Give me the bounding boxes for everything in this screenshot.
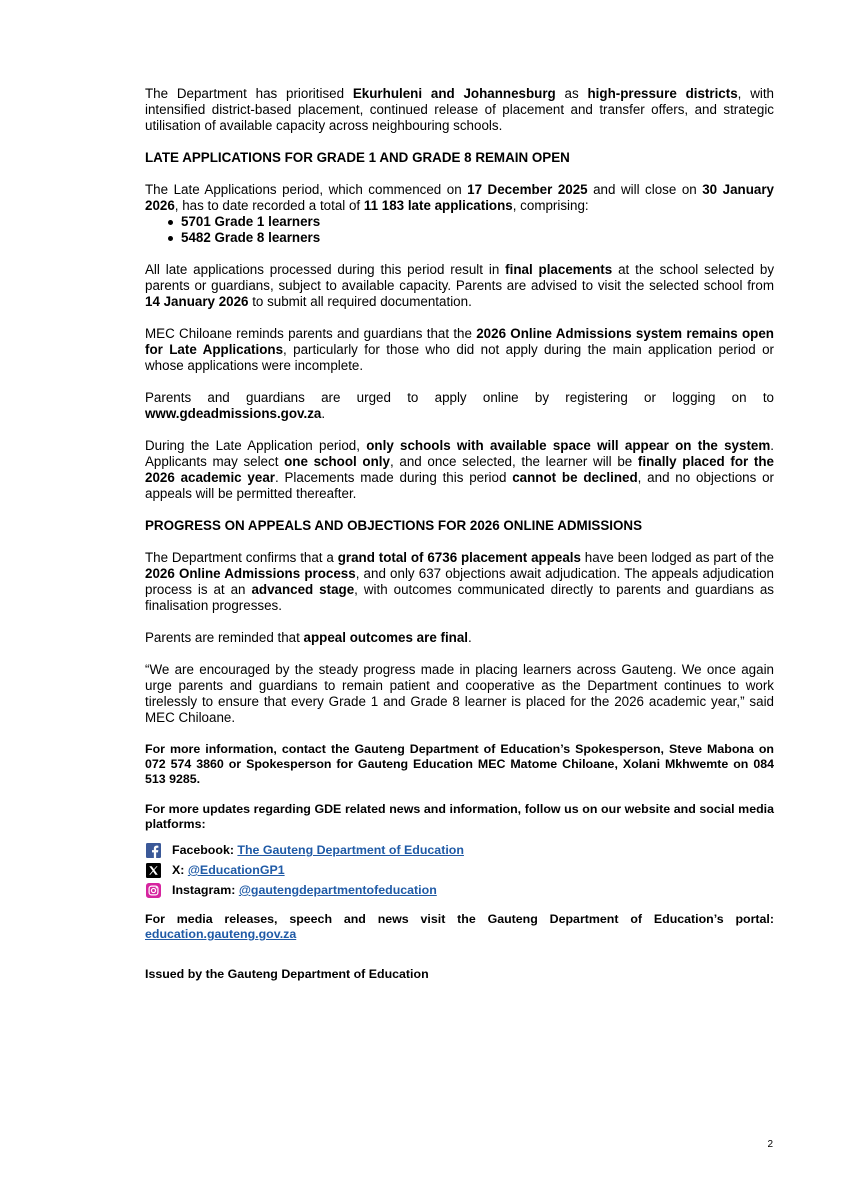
list-item: 5701 Grade 1 learners (145, 214, 774, 230)
bold-text: 14 January 2026 (145, 294, 249, 309)
x-icon (146, 863, 161, 878)
bold-text: final placements (505, 262, 613, 277)
late-applications-paragraph (145, 182, 774, 214)
text: , has to date recorded a total of (174, 198, 364, 213)
appeals-paragraph (145, 550, 774, 614)
text: During the Late Application period, (145, 438, 367, 453)
text: . (468, 630, 472, 645)
page-number: 2 (767, 1139, 773, 1150)
text: All late applications processed during this period result in (145, 262, 506, 277)
social-media-list (145, 840, 774, 900)
text: at the school selected by parents or guardians, subject to available capacity. Parents are advised to visit the selected school from (145, 262, 775, 293)
instagram-icon (146, 883, 161, 898)
admissions-website: www.gdeadmissions.gov.za (145, 406, 322, 421)
social-label: Facebook: (172, 843, 234, 857)
bold-text: appeal outcomes are final (303, 630, 469, 645)
facebook-icon (146, 843, 161, 858)
media-portal-note (145, 912, 774, 942)
social-row-instagram (145, 880, 774, 900)
bold-text: one school only (284, 454, 390, 469)
section-heading-late-applications: LATE APPLICATIONS FOR GRADE 1 AND GRADE 8 REMAIN OPEN (145, 150, 570, 165)
issued-by: Issued by the Gauteng Department of Education (145, 967, 429, 981)
text: , and no objections or appeals will be permitted thereafter. (145, 470, 774, 501)
text: For media releases, speech and news visit the Gauteng Department of Education’s portal: (145, 912, 774, 926)
text: Parents are reminded that (145, 630, 304, 645)
text: , and once selected, the learner will be (389, 454, 638, 469)
text: as (555, 86, 588, 101)
apply-online-paragraph (145, 390, 774, 422)
bold-text: 2026 Online Admissions system remains open for Late Applications (145, 326, 774, 357)
bold-text: Ekurhuleni and Johannesburg (352, 86, 556, 101)
text: Parents and guardians are urged to apply online by registering or logging on to (145, 390, 774, 405)
social-label: Instagram: (172, 883, 236, 897)
bold-text: advanced stage (251, 582, 355, 597)
text: . Placements made during this period (274, 470, 513, 485)
updates-note: For more updates regarding GDE related news and information, follow us on our website and social media platforms: (145, 802, 774, 831)
document-page (145, 86, 774, 982)
bold-text: grand total of 6736 placement appeals (337, 550, 581, 565)
text: The Department confirms that a (145, 550, 338, 565)
text: , with intensified district-based placement, continued release of placement and transfer offers, and strategic utilisation of available capacity across neighbouring schools. (145, 86, 775, 133)
bold-text: only schools with available space will appear on the system (366, 438, 771, 453)
facebook-link[interactable]: The Gauteng Department of Education (237, 843, 464, 857)
text: and will close on (587, 182, 703, 197)
section-heading-appeals: PROGRESS ON APPEALS AND OBJECTIONS FOR 2026 ONLINE ADMISSIONS (145, 518, 643, 533)
bold-text: 30 January 2026 (145, 182, 774, 213)
intro-paragraph (145, 86, 774, 134)
portal-link[interactable]: education.gauteng.gov.za (145, 927, 297, 941)
text: , comprising: (512, 198, 589, 213)
text: to submit all required documentation. (248, 294, 472, 309)
social-row-x (145, 860, 774, 880)
text: MEC Chiloane reminds parents and guardians that the (145, 326, 477, 341)
bold-text: 17 December 2025 (467, 182, 588, 197)
text: have been lodged as part of the (580, 550, 774, 565)
instagram-link[interactable]: @gautengdepartmentofeducation (238, 883, 437, 897)
list-item: 5482 Grade 8 learners (145, 230, 774, 246)
text: . Applicants may select (145, 438, 774, 469)
contact-information: For more information, contact the Gauteng Department of Education’s Spokesperson, Steve Mabona on 072 574 3860 or Spokesperson for Gauteng Education MEC Matome Chiloane, Xolani Mkhwemte on 084 513 9285. (145, 742, 774, 786)
final-placements-paragraph (145, 262, 774, 310)
text: , and only 637 objections await adjudication. The appeals adjudication process is at an (145, 566, 774, 597)
late-period-rules-paragraph (145, 438, 774, 502)
bold-text: high-pressure districts (587, 86, 738, 101)
text: , with outcomes communicated directly to parents and guardians as finalisation progresses. (145, 582, 774, 613)
text: , particularly for those who did not apply during the main application period or whose applications were incomplete. (145, 342, 774, 373)
text: . (321, 406, 326, 421)
x-link[interactable]: @EducationGP1 (187, 863, 285, 877)
mec-quote-paragraph: “We are encouraged by the steady progress made in placing learners across Gauteng. We once again urge parents and guardians to remain patient and cooperative as the Department continues to work tirelessly to ensure that every Grade 1 and Grade 8 learner is placed for the 2026 academic year,” said MEC Chiloane. (145, 662, 774, 725)
mec-reminder-paragraph (145, 326, 774, 374)
bold-text: cannot be declined (512, 470, 638, 485)
text: The Department has prioritised (145, 86, 353, 101)
text: The Late Applications period, which commenced on (145, 182, 468, 197)
late-applications-breakdown-list (145, 214, 774, 246)
social-label: X: (172, 863, 185, 877)
social-row-facebook (145, 840, 774, 860)
appeal-outcomes-paragraph (145, 630, 774, 646)
bold-text: finally placed for the 2026 academic year (145, 454, 774, 485)
bold-text: 2026 Online Admissions process (145, 566, 356, 581)
bold-text: 11 183 late applications (363, 198, 513, 213)
